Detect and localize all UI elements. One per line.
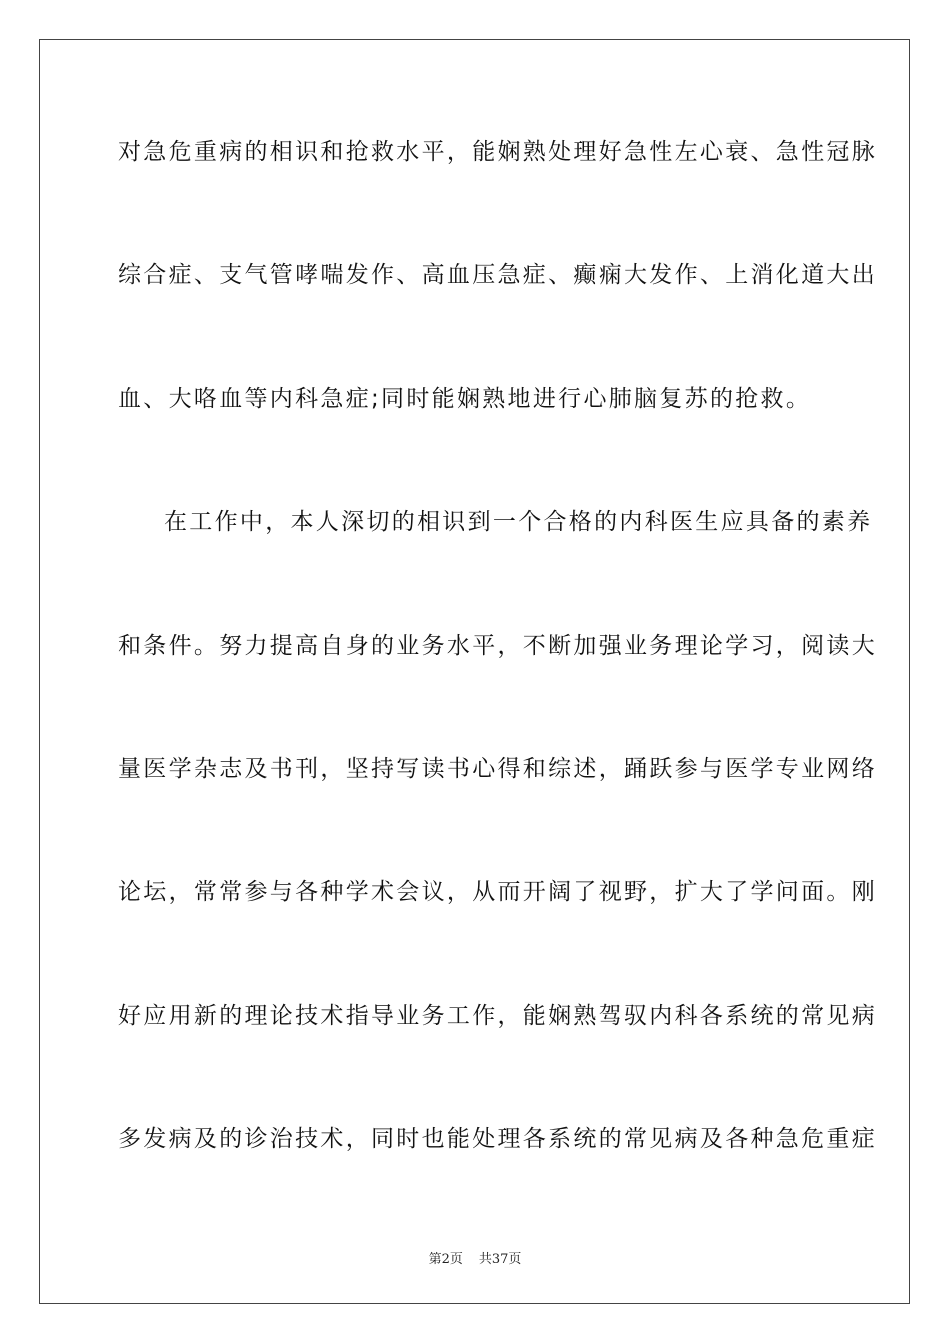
text-line-9: 多发病及的诊治技术，同时也能处理各系统的常见病及各种急危重症 (118, 1126, 877, 1153)
total-pages: 共37页 (478, 1252, 522, 1267)
text-line-1: 对急危重病的相识和抢救水平，能娴熟处理好急性左心衰、急性冠脉 (118, 139, 877, 165)
text-line-4: 在工作中，本人深切的相识到一个合格的内科医生应具备的素养 (164, 509, 873, 536)
text-line-7: 论坛，常常参与各种学术会议，从而开阔了视野，扩大了学问面。刚 (118, 879, 877, 906)
page-number: 第2页 (428, 1252, 463, 1267)
text-line-5: 和条件。努力提高自身的业务水平，不断加强业务理论学习，阅读大 (118, 632, 877, 659)
page-footer (0, 1248, 950, 1267)
text-line-6: 量医学杂志及书刊，坚持写读书心得和综述，踊跃参与医学专业网络 (118, 755, 877, 782)
text-line-3: 血、大咯血等内科急症;同时能娴熟地进行心肺脑复苏的抢救。 (118, 385, 812, 412)
text-line-8: 好应用新的理论技术指导业务工作，能娴熟驾驭内科各系统的常见病 (118, 1002, 877, 1029)
document-body (118, 130, 877, 1241)
text-line-2: 综合症、支气管哮喘发作、高血压急症、癫痫大发作、上消化道大出 (118, 262, 877, 289)
